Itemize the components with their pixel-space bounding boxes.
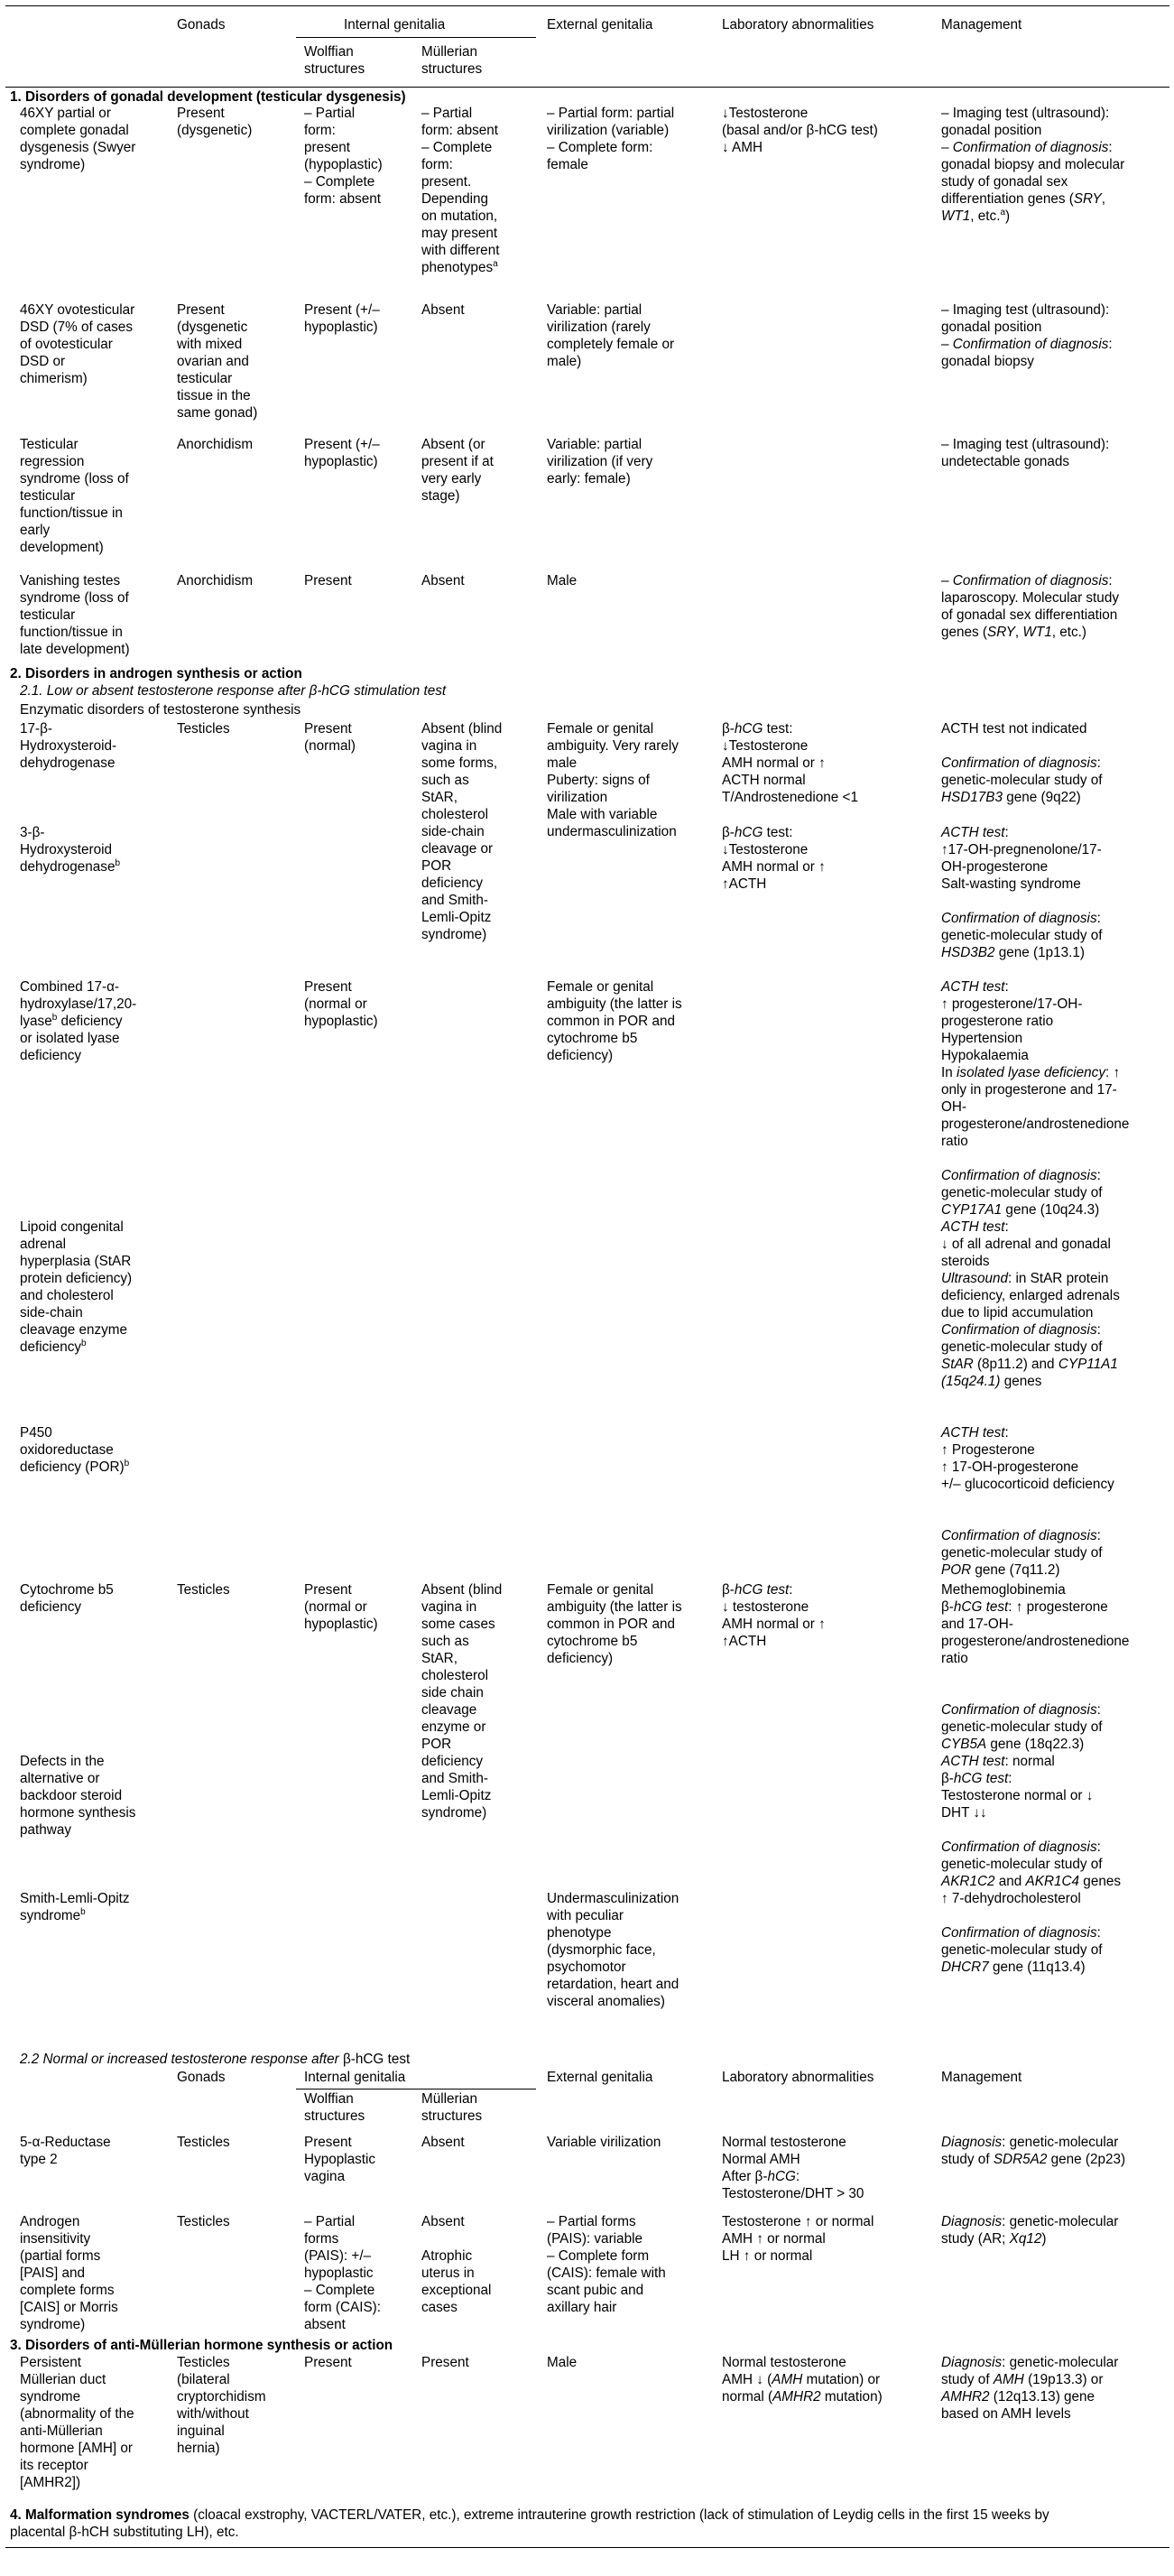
gene-dhcr7: DHCR7 (941, 1960, 989, 1975)
gene-wt1: WT1 (1022, 625, 1052, 640)
gene-amhr2: AMHR2 (772, 2389, 821, 2405)
m-d: Confirmation of diagnosis (941, 1702, 1097, 1718)
pmds-wolffian: Present (304, 2355, 352, 2370)
m-e: Confirmation of diagnosis (941, 1168, 1097, 1183)
swyer-lab: ↓Testosterone (basal and/or β-hCG test) ↓ AMH (722, 106, 878, 155)
vanishing-condition: Vanishing testes syndrome (loss of testicular function/tissue in late development) (20, 573, 130, 657)
sub-header-internal: Internal genitalia (304, 2070, 406, 2085)
m5: , etc.) (1051, 625, 1086, 640)
m-h: genes ↑ 7-dehydrocholesterol (941, 1874, 1121, 1906)
swyer-mullerian-text: – Partial form: absent – Complete form: present. Depending on mutation, may present with different phenotypes (421, 106, 500, 275)
ais-condition: Androgen insensitivity (partial forms [PAIS] and complete forms [CAIS] or Morris syndrome) (20, 2214, 118, 2332)
m-b: : ↑17-OH-pregnenolone/17- OH-progesterone Salt-wasting syndrome (941, 825, 1102, 892)
b5-management-confirm (941, 1701, 1103, 1753)
slo-management (941, 1924, 1103, 1976)
internal-genitalia-rule (296, 37, 536, 38)
m-a: ACTH test (941, 979, 1005, 995)
gene-hsd3b2: HSD3B2 (941, 945, 995, 960)
m-h: genes (1000, 1374, 1042, 1389)
l2: hCG (734, 721, 763, 737)
por-condition (20, 1424, 129, 1476)
section-2-1-title: 2.1. Low or absent testosterone response after β-hCG stimulation test (20, 683, 447, 699)
m-b: : genetic-molecular study (AR; (941, 2214, 1119, 2247)
m-a: Methemoglobinemia β- (941, 1582, 1066, 1615)
b5-mullerian: Absent (blind vagina in some cases such as StAR, cholesterol side chain cleavage enzyme or POR deficiency and Smith- Lemli-Opitz syndrome) (421, 1582, 503, 1821)
sub-header-management: Management (941, 2070, 1022, 2085)
por-management-confirm (941, 1527, 1103, 1579)
l1: Normal testosterone Normal AMH After β- (722, 2135, 846, 2184)
m-c: Ultrasound (941, 1271, 1008, 1286)
cyp17-wolffian: Present (normal or hypoplastic) (304, 979, 378, 1029)
m-b: : ↑ progesterone/17-OH- progesterone ratio Hypertension Hypokalaemia In (941, 979, 1083, 1080)
b5-gonads: Testicles (177, 1582, 230, 1598)
m-a: ACTH test (941, 1754, 1005, 1769)
srd5a2-mullerian: Absent (421, 2135, 465, 2150)
vanishing-wolffian: Present (304, 573, 352, 588)
ais-management (941, 2213, 1118, 2247)
ais-external: – Partial forms (PAIS): variable – Complete form (CAIS): female with scant pubic and axillary hair (547, 2214, 666, 2315)
gene-por: POR (941, 1562, 972, 1578)
m-d: (12q13.13) gene based on AMH levels (941, 2389, 1095, 2422)
ais-mullerian: Absent Atrophic uterus in exceptional cases (421, 2214, 492, 2315)
hsd3b-management-confirm (941, 910, 1103, 961)
gene-sry: SRY (987, 625, 1015, 640)
header-internal-genitalia: Internal genitalia (344, 17, 446, 32)
l4: β- (722, 825, 735, 840)
bottom-rule (5, 2547, 1169, 2548)
m-d: gene (9q22) (1003, 790, 1081, 805)
m-c: Confirmation of diagnosis (941, 911, 1097, 926)
m-c: (19p13.3) or (1028, 2372, 1104, 2387)
m-d: : in StAR protein deficiency, enlarged adrenals due to lipid accumulation (941, 1271, 1120, 1320)
m-a: ACTH test (941, 1219, 1005, 1235)
locus-xq12: Xq12 (1009, 2231, 1042, 2247)
m-c: : genetic-molecular study of (941, 755, 1103, 788)
m-b: Confirmation of diagnosis (941, 755, 1097, 771)
hsd17b-external: Female or genital ambiguity. Very rarely male Puberty: signs of virilization Male with variable undermasculinization (547, 721, 679, 839)
cond: Combined 17-α- hydroxylase/17,20- lyase (20, 979, 137, 1029)
pmds-gonads: Testicles (bilateral cryptorchidism with/without inguinal hernia) (177, 2355, 266, 2456)
b5-wolffian: Present (normal or hypoplastic) (304, 1582, 378, 1632)
m4: , (1101, 191, 1105, 207)
m-c: : ↑ progesterone and 17-OH- progesterone/androstenedione ratio (941, 1599, 1130, 1666)
pmds-management (941, 2354, 1118, 2423)
footnote-b: b (124, 1458, 130, 1469)
ais-lab: Testosterone ↑ or normal AMH ↑ or normal LH ↑ or normal (722, 2214, 874, 2264)
gene-amh: AMH (993, 2372, 1024, 2387)
hsd17b-management-confirm (941, 755, 1103, 806)
star-management (941, 1219, 1120, 1390)
cond2: deficiency or isolated lyase deficiency (20, 1014, 123, 1063)
star-condition (20, 1219, 132, 1356)
header-external-genitalia: External genitalia (547, 17, 653, 32)
cyp17-external: Female or genital ambiguity (the latter is common in POR and cytochrome b5 deficiency) (547, 979, 682, 1063)
backdoor-condition: Defects in the alternative or backdoor steroid hormone synthesis pathway (20, 1754, 136, 1838)
gene-hsd17b3: HSD17B3 (941, 790, 1003, 805)
regression-external: Variable: partial virilization (if very early: female) (547, 437, 653, 486)
l5: hCG (734, 825, 763, 840)
sub-header-gonads: Gonads (177, 2070, 226, 2085)
l2: mutation) or normal ( (722, 2372, 881, 2405)
header-bottom-rule (5, 87, 1169, 88)
section-2-title: 2. Disorders in androgen synthesis or action (10, 666, 302, 681)
footnote-a: a (493, 258, 498, 269)
gene-sry: SRY (1073, 191, 1102, 207)
m-a: Confirmation of diagnosis (941, 1925, 1097, 1941)
ais-gonads: Testicles (177, 2214, 230, 2229)
vanishing-management (941, 572, 1119, 641)
srd5a2-external: Variable virilization (547, 2135, 661, 2150)
top-rule (5, 5, 1169, 6)
gene-cyp17a1: CYP17A1 (941, 1202, 1003, 1218)
m1: – (941, 573, 953, 588)
b5-external: Female or genital ambiguity (the latter is common in POR and cytochrome b5 deficiency) (547, 1582, 682, 1666)
ais-wolffian: – Partial forms (PAIS): +/– hypoplastic – Complete form (CAIS): absent (304, 2214, 381, 2332)
m-f: : genetic-molecular study of (941, 1168, 1103, 1200)
m-a: ACTH test not indicated (941, 721, 1087, 737)
header-gonads: Gonads (177, 17, 226, 32)
regression-condition: Testicular regression syndrome (loss of testicular function/tissue in early development) (20, 437, 129, 555)
m3: : laparoscopy. Molecular study of gonadal sex differentiation genes ( (941, 573, 1119, 640)
m-f: : genetic-molecular study of (941, 1322, 1103, 1355)
m-f: gene (18q22.3) (986, 1737, 1085, 1752)
m2: Confirmation of diagnosis (952, 337, 1109, 352)
pmds-external: Male (547, 2355, 578, 2370)
l1: β- (722, 721, 735, 737)
m-b: hCG test (953, 1599, 1009, 1615)
enzymatic-disorders-label: Enzymatic disorders of testosterone synthesis (20, 702, 301, 718)
srd5a2-gonads: Testicles (177, 2135, 230, 2150)
ovotesticular-gonads: Present (dysgenetic with mixed ovarian and testicular tissue in the same gonad) (177, 302, 258, 421)
vanishing-external: Male (547, 573, 578, 588)
header-mullerian: Müllerian structures (421, 44, 483, 77)
header-management: Management (941, 17, 1022, 32)
m-e: gene (1p13.1) (994, 945, 1086, 960)
footnote-a: a (1000, 207, 1006, 218)
cond: Lipoid congenital adrenal hyperplasia (StAR protein deficiency) and cholesterol side-chain cleavage enzyme deficiency (20, 1219, 133, 1355)
backdoor-management (941, 1753, 1093, 1821)
m-g: and (994, 1874, 1026, 1889)
cond: 3-β- Hydroxysteroid dehydrogenase (20, 825, 116, 875)
ovotesticular-external: Variable: partial virilization (rarely completely female or male) (547, 302, 675, 369)
l1: β- (722, 1582, 735, 1598)
cond: P450 oxidoreductase deficiency (POR) (20, 1425, 125, 1475)
b5-condition: Cytochrome b5 deficiency (20, 1582, 114, 1615)
m-a: Diagnosis (941, 2355, 1003, 2370)
regression-gonads: Anorchidism (177, 437, 254, 452)
section-2-2-title (20, 2051, 410, 2068)
m-a: ACTH test (941, 825, 1005, 840)
m-g: (8p11.2) and (973, 1357, 1058, 1372)
section-1-title: 1. Disorders of gonadal development (testicular dysgenesis) (10, 89, 406, 105)
sub-header-external: External genitalia (547, 2070, 653, 2085)
section-4 (10, 2507, 1165, 2541)
footnote-b: b (80, 1906, 86, 1917)
regression-mullerian: Absent (or present if at very early stage) (421, 437, 494, 504)
l2: hCG (767, 2169, 796, 2184)
l1: Normal testosterone AMH ↓ ( (722, 2355, 846, 2387)
slo-condition (20, 1890, 130, 1924)
m-e: : genetic-molecular study of (941, 1702, 1103, 1735)
m-b: : normal β- (941, 1754, 1055, 1786)
m-b: : genetic-molecular study of (941, 2135, 1119, 2167)
ovotesticular-condition: 46XY ovotesticular DSD (7% of cases of ovotesticular DSD or chimerism) (20, 302, 135, 386)
hsd3b-condition (20, 824, 120, 876)
hsd17b-condition: 17-β- Hydroxysteroid- dehydrogenase (20, 721, 117, 771)
m-c: gene (11q13.4) (988, 1960, 1086, 1975)
m-c: hCG test (953, 1771, 1009, 1786)
sub-header-lab: Laboratory abnormalities (722, 2070, 874, 2085)
sub-header-wolffian: Wolffian structures (304, 2091, 365, 2124)
hsd17b-mullerian: Absent (blind vagina in some forms, such as StAR, cholesterol side-chain cleavage or POR deficiency and Smith- Lemli-Opitz syndrome) (421, 721, 503, 942)
swyer-mullerian (421, 105, 499, 276)
l2: hCG test (734, 1582, 790, 1598)
l3: : ↓ testosterone AMH normal or ↑ ↑ACTH (722, 1582, 826, 1649)
swyer-wolffian: – Partial form: present (hypoplastic) – Complete form: absent (304, 106, 383, 207)
hsd3b-management (941, 824, 1102, 893)
srd5a2-management (941, 2134, 1125, 2168)
m-d: : ↑ only in progesterone and 17- OH- progesterone/androstenedione ratio (941, 1065, 1130, 1149)
hsd17b-lab (722, 720, 858, 806)
footnote-b: b (81, 1338, 87, 1348)
m4: , (1014, 625, 1023, 640)
pmds-mullerian: Present (421, 2355, 469, 2370)
gene-akr1c2: AKR1C2 (941, 1874, 995, 1889)
gene-cyb5a: CYB5A (941, 1737, 987, 1752)
cyp17-condition (20, 978, 136, 1064)
m5: , etc. (970, 208, 1001, 224)
m-e: gene (7q11.2) (971, 1562, 1060, 1578)
vanishing-gonads: Anorchidism (177, 573, 254, 588)
srd5a2-condition: 5-α-Reductase type 2 (20, 2135, 111, 2167)
gene-star: StAR (941, 1357, 974, 1372)
hsd17b-gonads: Testicles (177, 721, 230, 737)
gene-akr1c4: AKR1C4 (1025, 1874, 1080, 1889)
t2: β-hCG test (338, 2052, 411, 2067)
regression-wolffian: Present (+/– hypoplastic) (304, 437, 380, 469)
swyer-condition: 46XY partial or complete gonadal dysgenesis (Swyer syndrome) (20, 106, 136, 172)
ovotesticular-wolffian: Present (+/– hypoplastic) (304, 302, 380, 335)
m-d: : genetic-molecular study of (941, 911, 1103, 943)
footnote-b: b (51, 1012, 58, 1023)
cyp17-management-confirm (941, 1167, 1103, 1219)
vanishing-mullerian: Absent (421, 573, 465, 588)
por-management (941, 1424, 1114, 1493)
m-c: Confirmation of diagnosis (941, 1528, 1097, 1543)
pmds-lab (722, 2354, 883, 2405)
m-a: Diagnosis (941, 2135, 1003, 2150)
section-3-title: 3. Disorders of anti-Müllerian hormone synthesis or action (10, 2338, 393, 2353)
section-4-title: 4. Malformation syndromes (10, 2507, 190, 2523)
backdoor-management-confirm (941, 1839, 1121, 1907)
srd5a2-lab (722, 2134, 864, 2202)
cyp17-management (941, 978, 1129, 1150)
srd5a2-wolffian: Present Hypoplastic vagina (304, 2135, 376, 2184)
section-4-text: (cloacal exstrophy, VACTERL/VATER, etc.), extreme intrauterine growth restriction (lack of stimulation of Leydig cells in the first 15 weeks by placental β-hCH substituting LH), etc. (10, 2507, 1049, 2540)
footnote-b: b (115, 857, 121, 868)
gene-amh: AMH (772, 2372, 803, 2387)
m-g: gene (10q24.3) (1002, 1202, 1100, 1218)
swyer-gonads: Present (dysgenetic) (177, 106, 253, 138)
m-e: Confirmation of diagnosis (941, 1839, 1097, 1855)
regression-management: – Imaging test (ultrasound): undetectable gonads (941, 437, 1110, 469)
header-laboratory: Laboratory abnormalities (722, 17, 874, 32)
m-e: Confirmation of diagnosis (941, 1322, 1097, 1338)
cond: Smith-Lemli-Opitz syndrome (20, 1891, 130, 1923)
hsd3b-lab (722, 824, 826, 893)
m-b: : genetic-molecular study of (941, 2355, 1119, 2387)
m2: – Confirmation of diagnosis (941, 140, 1109, 155)
m3: : gonadal biopsy and molecular study of gonadal sex differentiation genes ( (941, 140, 1125, 207)
ovotesticular-mullerian: Absent (421, 302, 465, 318)
m-c: gene (2p23) (1047, 2152, 1126, 2167)
m-a: ACTH test (941, 1425, 1005, 1441)
m3: : gonadal biopsy (941, 337, 1113, 369)
m2: Confirmation of diagnosis (952, 573, 1109, 588)
l3: mutation) (820, 2389, 883, 2405)
m-d: : genetic-molecular study of (941, 1528, 1103, 1561)
gene-sdr5a2: SDR5A2 (993, 2152, 1048, 2167)
m6: ) (1005, 208, 1011, 224)
m-b: : ↓ of all adrenal and gonadal steroids (941, 1219, 1111, 1269)
sub-internal-rule (296, 2089, 536, 2090)
m-a: Diagnosis (941, 2214, 1003, 2229)
m-c: isolated lyase deficiency (957, 1065, 1105, 1080)
gene-wt1: WT1 (941, 208, 971, 224)
header-wolffian: Wolffian structures (304, 44, 365, 77)
pmds-condition: Persistent Müllerian duct syndrome (abnormality of the anti-Müllerian hormone [AMH] or its receptor [AMHR2]) (20, 2355, 134, 2490)
m1: – Imaging test (ultrasound): gonadal position (941, 106, 1110, 138)
l6: test: ↓Testosterone AMH normal or ↑ ↑ACTH (722, 825, 826, 892)
m-b: : genetic-molecular study of (941, 1925, 1103, 1958)
gene-amhr2: AMHR2 (941, 2389, 990, 2405)
m1: – Imaging test (ultrasound): gonadal position – (941, 302, 1110, 352)
m-f: : genetic-molecular study of (941, 1839, 1103, 1872)
hsd17b-wolffian: Present (normal) (304, 721, 356, 754)
m-b: : ↑ Progesterone ↑ 17-OH-progesterone +/– glucocorticoid deficiency (941, 1425, 1114, 1492)
sub-header-mullerian: Müllerian structures (421, 2091, 483, 2124)
swyer-external: – Partial form: partial virilization (variable) – Complete form: female (547, 106, 675, 172)
m-d: : Testosterone normal or ↓ DHT ↓↓ (941, 1771, 1094, 1821)
gene-cyp11a1: CYP11A1 (15q24.1) (941, 1357, 1118, 1389)
b5-lab (722, 1581, 826, 1650)
swyer-management (941, 105, 1124, 225)
m-c: ) (1041, 2231, 1047, 2247)
hsd17b-management (941, 720, 1087, 737)
ovotesticular-management (941, 301, 1113, 370)
t1: 2.2 Normal or increased testosterone response after (20, 2052, 339, 2067)
b5-management (941, 1581, 1129, 1667)
l3: test: ↓Testosterone AMH normal or ↑ ACTH normal T/Androstenedione <1 (722, 721, 858, 805)
l3: : Testosterone/DHT > 30 (722, 2169, 864, 2201)
slo-external: Undermasculinization with peculiar phenotype (dysmorphic face, psychomotor retardation, heart and visceral anomalies) (547, 1891, 679, 2009)
